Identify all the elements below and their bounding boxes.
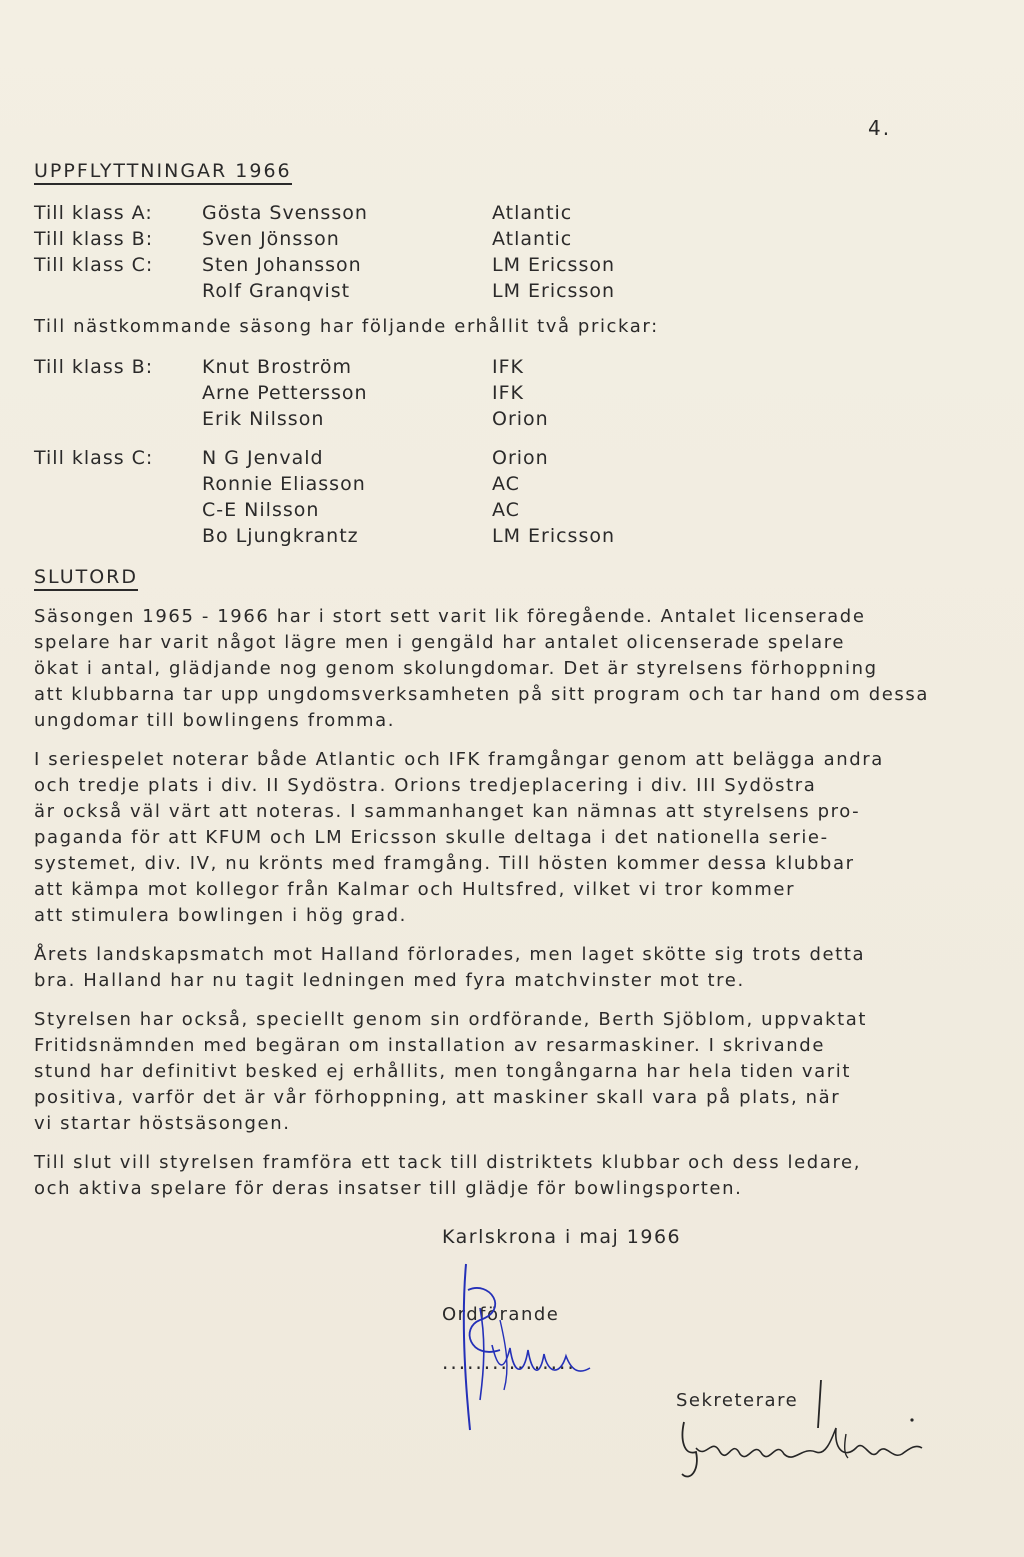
promotion-club: LM Ericsson xyxy=(492,254,616,276)
dots-player: Arne Pettersson xyxy=(202,382,368,404)
paragraph-line: Säsongen 1965 - 1966 har i stort sett varit lik föregående. Antalet licenserade xyxy=(34,606,866,627)
dots-club: Orion xyxy=(492,408,549,430)
paragraph-line: positiva, varför det är vår förhoppning, att maskiner skall vara på plats, när xyxy=(34,1087,841,1108)
dots-club: IFK xyxy=(492,356,524,378)
chair-title: Ordförande xyxy=(442,1304,560,1325)
dots-club: LM Ericsson xyxy=(492,525,616,547)
paragraph-line: systemet, div. IV, nu krönts med framgång. Till hösten kommer dessa klubbar xyxy=(34,853,855,874)
secretary-signature xyxy=(676,1378,926,1488)
promotion-player: Sten Johansson xyxy=(202,254,362,276)
dots-class-label: Till klass C: xyxy=(34,447,154,469)
dots-player: Ronnie Eliasson xyxy=(202,473,366,495)
paragraph-line: ökat i antal, glädjande nog genom skolungdomar. Det är styrelsens förhoppning xyxy=(34,658,878,679)
promotion-club: Atlantic xyxy=(492,202,573,224)
dots-club: AC xyxy=(492,499,520,521)
dots-intro: Till nästkommande säsong har följande erhållit två prickar: xyxy=(34,316,659,337)
dots-player: Knut Broström xyxy=(202,356,352,378)
dots-club: Orion xyxy=(492,447,549,469)
dots-player: Bo Ljungkrantz xyxy=(202,525,359,547)
promotion-club: LM Ericsson xyxy=(492,280,616,302)
promotion-club: Atlantic xyxy=(492,228,573,250)
closing-heading: SLUTORD xyxy=(34,566,138,591)
dots-class-label: Till klass B: xyxy=(34,356,154,378)
paragraph-line: att stimulera bowlingen i hög grad. xyxy=(34,905,407,926)
signature-dotted-line: ................ xyxy=(442,1350,576,1374)
secretary-title: Sekreterare xyxy=(676,1390,799,1411)
place-and-date: Karlskrona i maj 1966 xyxy=(442,1226,682,1248)
dots-player: N G Jenvald xyxy=(202,447,324,469)
paragraph-line: bra. Halland har nu tagit ledningen med fyra matchvinster mot tre. xyxy=(34,970,745,991)
paragraph-line: Årets landskapsmatch mot Halland förlorades, men laget skötte sig trots detta xyxy=(34,944,866,965)
paragraph-line: Styrelsen har också, speciellt genom sin ordförande, Berth Sjöblom, uppvaktat xyxy=(34,1009,868,1030)
promotion-player: Sven Jönsson xyxy=(202,228,340,250)
dots-player: C-E Nilsson xyxy=(202,499,320,521)
paragraph-line: vi startar höstsäsongen. xyxy=(34,1113,291,1134)
dots-club: IFK xyxy=(492,382,524,404)
paragraph-line: är också väl värt att noteras. I sammanhanget kan nämnas att styrelsens pro- xyxy=(34,801,861,822)
paragraph-line: spelare har varit något lägre men i gengäld har antalet olicenserade spelare xyxy=(34,632,846,653)
paragraph-line: Till slut vill styrelsen framföra ett tack till distriktets klubbar och dess ledare, xyxy=(34,1152,862,1173)
paragraph-line: I seriespelet noterar både Atlantic och IFK framgångar genom att belägga andra xyxy=(34,749,884,770)
promotion-class-label: Till klass B: xyxy=(34,228,154,250)
promotion-player: Rolf Granqvist xyxy=(202,280,351,302)
dots-club: AC xyxy=(492,473,520,495)
promotions-heading: UPPFLYTTNINGAR 1966 xyxy=(34,160,292,185)
promotion-player: Gösta Svensson xyxy=(202,202,368,224)
paragraph-line: och aktiva spelare för deras insatser till glädje för bowlingsporten. xyxy=(34,1178,743,1199)
dots-player: Erik Nilsson xyxy=(202,408,325,430)
paragraph-line: paganda för att KFUM och LM Ericsson skulle deltaga i det nationella serie- xyxy=(34,827,829,848)
promotion-class-label: Till klass C: xyxy=(34,254,154,276)
chair-signature xyxy=(440,1250,610,1440)
paragraph-line: stund har definitivt besked ej erhållits, men tongångarna har hela tiden varit xyxy=(34,1061,852,1082)
paragraph-line: Fritidsnämnden med begäran om installation av resarmaskiner. I skrivande xyxy=(34,1035,826,1056)
page-number: 4. xyxy=(868,116,892,140)
paragraph-line: att kämpa mot kollegor från Kalmar och Hultsfred, vilket vi tror kommer xyxy=(34,879,796,900)
paragraph-line: ungdomar till bowlingens fromma. xyxy=(34,710,396,731)
paragraph-line: att klubbarna tar upp ungdomsverksamheten på sitt program och tar hand om dessa xyxy=(34,684,929,705)
paragraph-line: och tredje plats i div. II Sydöstra. Orions tredjeplacering i div. III Sydöstra xyxy=(34,775,817,796)
promotion-class-label: Till klass A: xyxy=(34,202,153,224)
